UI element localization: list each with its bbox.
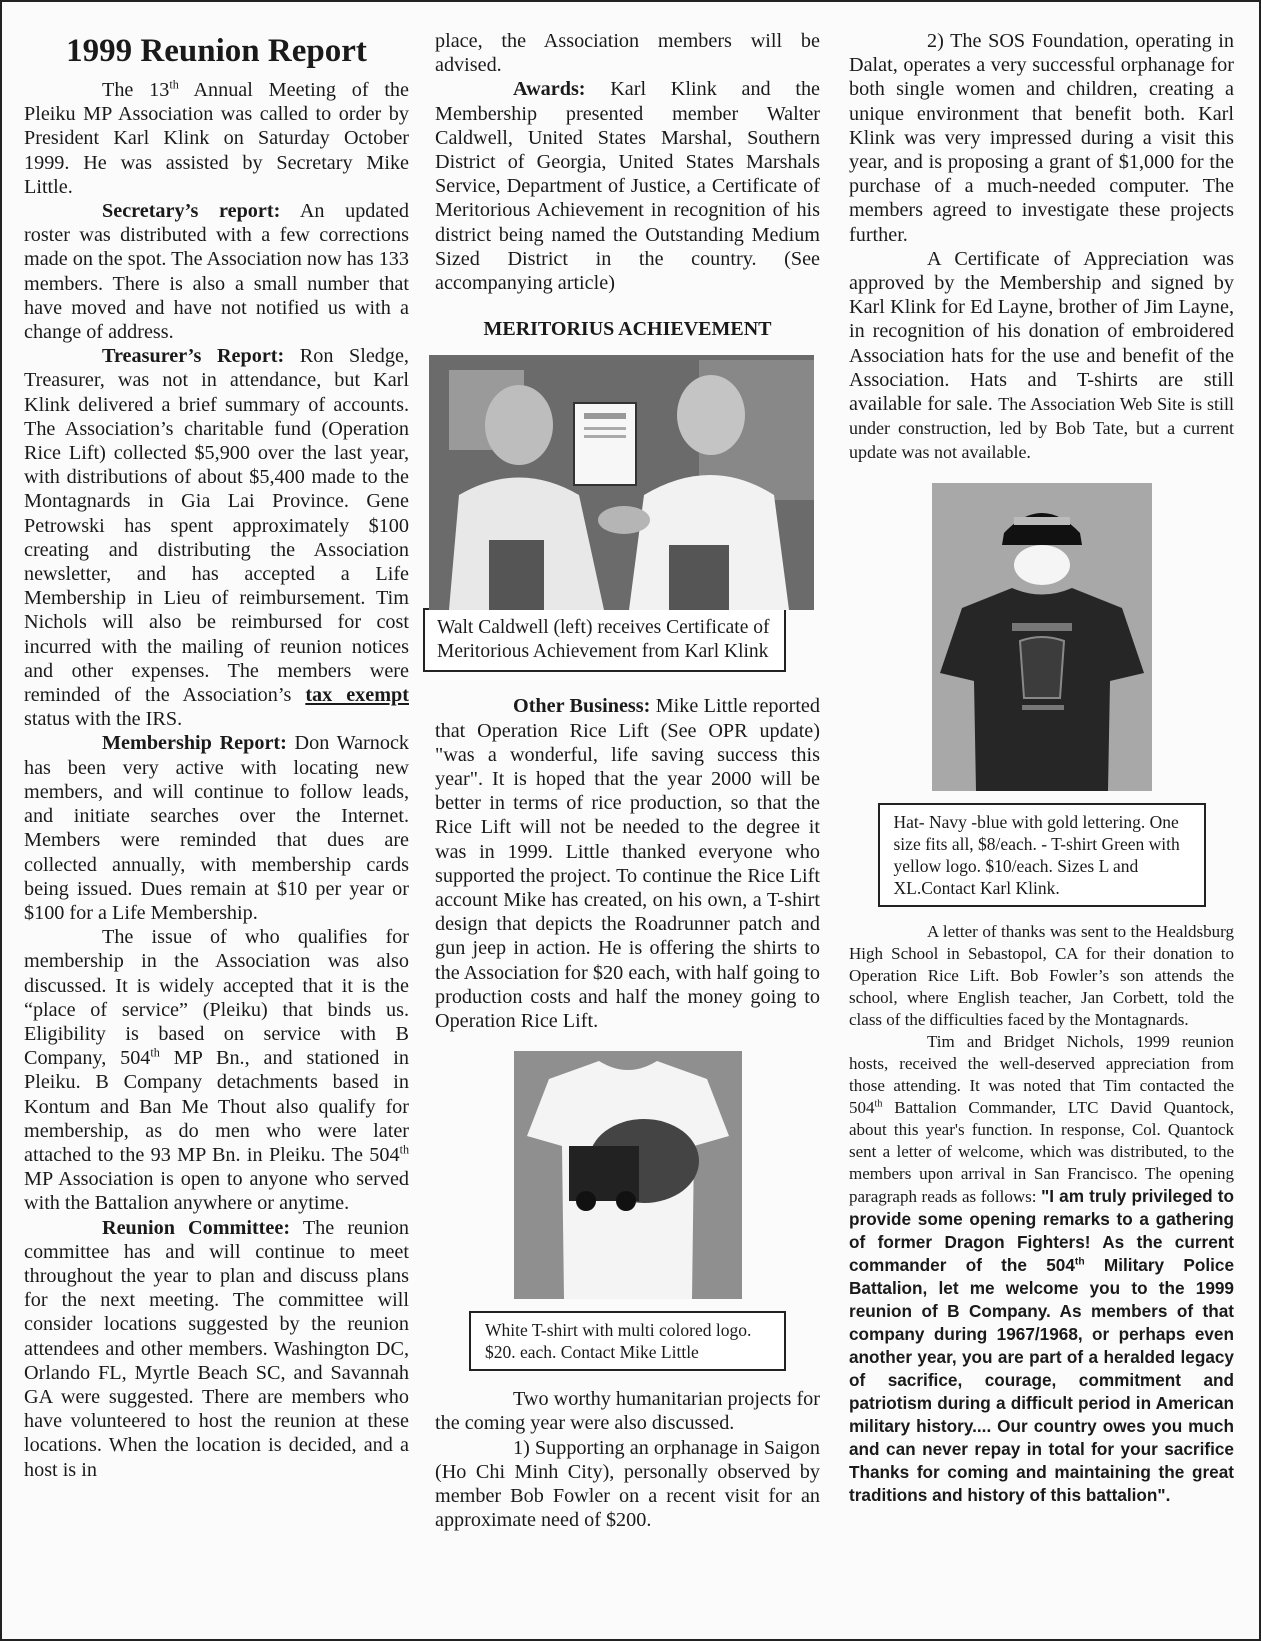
paragraph-intro: The 13th Annual Meeting of the Pleiku MP Association was called to order by President Karl Klink on Saturday October 1999. He was assisted by Secretary Mike Little. [24,77,409,198]
paragraph-project-two: 2) The SOS Foundation, operating in Dalat, operates a very successful orphanage for both single women and children, creating a unique environment that benefit both. Karl Klink was very impressed during a visit this year, and is proposing a grant of $1,000 for the purchase of a much-needed computer. The members agreed to investigate these projects further. [849,30,1234,246]
heading-reunion-committee: Reunion Committee: [102,1216,291,1239]
hat-tshirt-caption: Hat- Navy -blue with gold lettering. One size fits all, $8/each. - T-shirt Green with yellow logo. $10/each. Sizes L and XL.Contact Karl Klink. [878,803,1206,907]
heading-treasurer: Treasurer’s Report: [102,345,285,368]
paragraph-project-one: 1) Supporting an orphanage in Saigon (Ho Chi Minh City), personally observed by member Bob Fowler on a recent visit for an approximate need of $200. [435,1436,820,1532]
paragraph-other-business: Other Business: Mike Little reported that Operation Rice Lift (See OPR update) "was a wonderful, life saving success this year". It is hoped that the year 2000 will be better in terms of rice production, so that the Rice Lift will not be needed to the degree it was in 1999. Little thanked everyone who supported the project. To continue the Rice Lift account Mike has created, on his own, a T-shirt design that depicts the Roadrunner patch and gun jeep in action. He is offering the shirts to the Association for $20 each, with half going to production costs and half the money going to Operation Rice Lift. [435,695,820,1033]
white-tshirt-photo [514,1051,742,1299]
tax-exempt-emphasis: tax exempt [305,684,409,707]
award-photo [429,355,814,610]
hat-tshirt-photo [932,483,1152,791]
white-tshirt-illustration [514,1051,742,1299]
column-right [849,29,1234,1507]
paragraph-letter-of-thanks: A letter of thanks was sent to the Healdsburg High School in Sebastopol, CA for their donation to Operation Rice Lift. Bob Fowler’s son attends the school, where English teacher, Jan Corbett, told the class of the difficulties faced by the Montagnards. [849,921,1234,1029]
heading-awards: Awards: [513,78,586,101]
paragraph-humanitarian: Two worthy humanitarian projects for the coming year were also discussed. [435,1388,820,1435]
column-left [24,2,409,1482]
white-tshirt-caption: White T-shirt with multi colored logo. $20. each. Contact Mike Little [469,1311,786,1371]
paragraph-certificate: A Certificate of Appreciation was approved by the Membership and signed by Karl Klink for Ed Layne, brother of Jim Layne, in recognition of his donation of embroidered Association hats for the use and benefit of the Association. Hats and T-shirts are still available for sale. The Association Web Site is still under construction, led by Bob Tate, but a current update was not available. [849,247,1234,463]
paragraph-hosts: Tim and Bridget Nichols, 1999 reunion hosts, received the well-deserved appreciation from those attending. It was noted that Tim contacted the 504th Battalion Commander, LTC David Quantock, about this year's function. In response, Col. Quantock sent a letter of welcome, which was distributed, to the members upon arrival in San Francisco. The opening paragraph reads as follows: "I am truly privileged to provide some opening remarks to a gathering of former Dragon Fighters! As the current commander of the 504th Military Police Battalion, let me welcome you to the 1999 reunion of B Company. As members of that company during 1967/1968, or perhaps even another year, you are part of a heralded legacy of sacrifice, courage, commitment and patriotism during a difficult period in American military history.... Our country owes you much and can never repay in total for your sacrifice Thanks for coming and maintaining the great traditions and history of this battalion". [849,1031,1234,1505]
heading-other-business: Other Business: [513,695,651,718]
page-title: 1999 Reunion Report [66,33,367,69]
paragraph-reunion-committee: Reunion Committee: The reunion committee has and will continue to meet throughout the year to plan and discuss plans for the next meeting. The committee will consider locations suggested by the reunion attendees and other members. Washington DC, Orlando FL, Myrtle Beach SC, and Savannah GA were suggested. There are members who have volunteered to host the reunion at these locations. When the location is decided, and a host is in [24,1216,409,1481]
paragraph-membership: Membership Report: Don Warnock has been very active with locating new members, and will continue to follow leads, and initiate searches over the Internet. Members were reminded that dues are collected annually, with membership cards being issued. Dues remain at $10 per year or $100 for a Life Membership. [24,732,409,924]
section-title-meritorious: MERITORIUS ACHIEVEMENT [483,318,772,341]
commander-quote: "I am truly privileged to provide some opening remarks to a gathering of former Dragon Fighters! As the current commander of the 504th Military Police Battalion, let me welcome you to the 1999 reunion of B Company. As members of that company during 1967/1968, or perhaps even another year, you are part of a heralded legacy of sacrifice, courage, commitment and patriotism during a difficult period in American military history.... Our country owes you much and can never repay in total for your sacrifice Thanks for coming and maintaining the great traditions and history of this battalion". [849,1185,1234,1505]
column-middle [435,29,820,1533]
award-photo-illustration [429,355,814,610]
paragraph-secretary: Secretary’s report: An updated roster was distributed with a few corrections made on the spot. The Association now has 133 members. There is also a small number that have moved and have not notified us with a change of address. [24,200,410,344]
paragraph-treasurer: Treasurer’s Report: Ron Sledge, Treasurer, was not in attendance, but Karl Klink delivered a brief summary of accounts. The Association’s charitable fund (Operation Rice Lift) collected $5,900 over the last year, with distributions of about $5,400 made to the Montagnards in Gia Lai Province. Gene Petrowski has spent approximately $100 creating and distributing the Association newsletter, and has accepted a Life Membership in Lieu of reimbursement. Tim Nichols will also be reimbursed for cost incurred with the mailing of reunion notices and other expenses. The members were reminded of the Association’s tax exempt status with the IRS. [24,345,409,731]
heading-secretary: Secretary’s report: [102,200,281,223]
award-photo-caption: Walt Caldwell (left) receives Certificate of Meritorious Achievement from Karl Klink [423,608,786,672]
paragraph-eligibility: The issue of who qualifies for membership in the Association was also discussed. It is widely accepted that it is the “place of service” (Pleiku) that binds us. Eligibility is based on service with B Company, 504th MP Bn., and stationed in Pleiku. B Company detachments based in Kontum and Ban Me Thout also qualify for membership, as do men who were later attached to the 93 MP Bn. in Pleiku. The 504th MP Association is open to anyone who served with the Battalion anywhere or anytime. [24,926,409,1215]
paragraph-continued: place, the Association members will be advised. [435,30,820,77]
paragraph-awards: Awards: Karl Klink and the Membership presented member Walter Caldwell, United States Marshal, Southern District of Georgia, United States Marshals Service, Department of Justice, a Certificate of Meritorious Achievement in recognition of his district being named the Outstanding Medium Sized District in the country. (See accompanying article) [435,78,820,295]
hat-tshirt-illustration [932,483,1152,791]
heading-membership: Membership Report: [102,732,287,755]
